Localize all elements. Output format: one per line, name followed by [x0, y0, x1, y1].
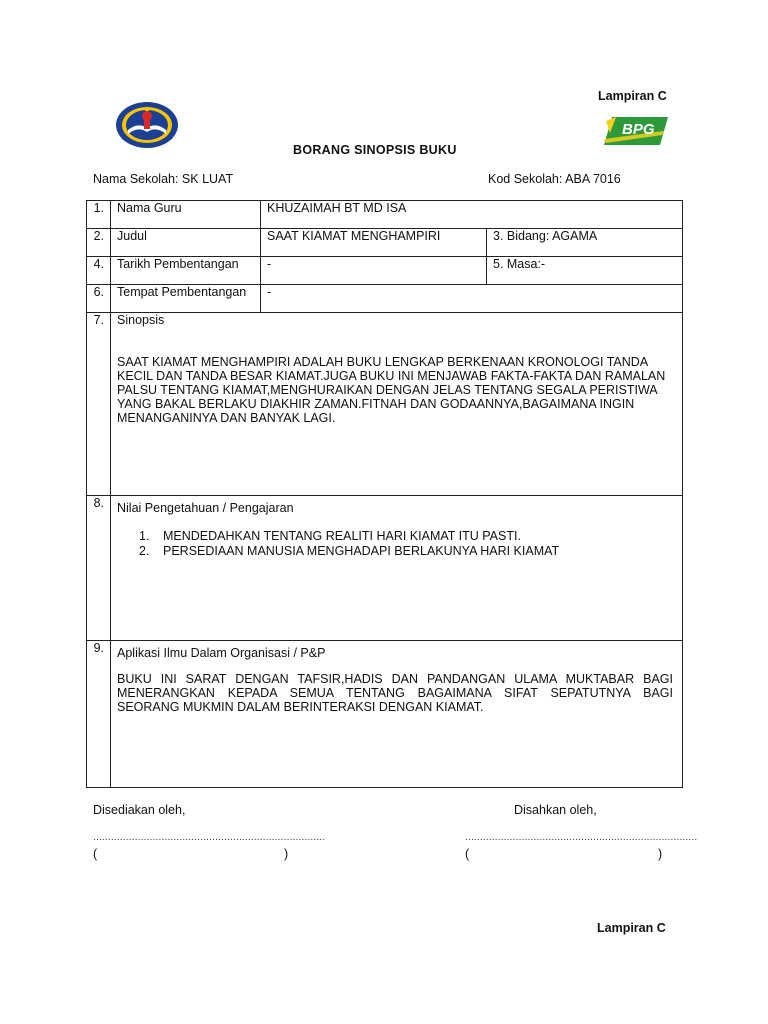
- signature-line-right: ..............................................................................: [465, 832, 698, 843]
- paren-open-left: (: [93, 847, 98, 861]
- list-text: MENDEDAHKAN TENTANG REALITI HARI KIAMAT ITU PASTI.: [163, 529, 521, 543]
- paren-close-right: ): [658, 847, 663, 861]
- value-masa: 5. Masa:-: [487, 257, 683, 285]
- row-tarikh: [87, 257, 683, 285]
- row-aplikasi: [87, 641, 683, 788]
- value-tempat: -: [261, 285, 683, 313]
- row-number: 9.: [87, 641, 111, 788]
- list-number: 2.: [139, 544, 150, 558]
- row-number: 1.: [87, 201, 111, 229]
- list-item: [117, 544, 676, 559]
- row-number: 2.: [87, 229, 111, 257]
- lampiran-bottom: Lampiran C: [597, 921, 666, 935]
- kpm-logo: [114, 100, 180, 150]
- sinopsis-cell: [111, 313, 683, 496]
- aplikasi-cell: [111, 641, 683, 788]
- row-tempat: [87, 285, 683, 313]
- kod-sekolah: Kod Sekolah: ABA 7016: [488, 172, 621, 186]
- nama-sekolah: Nama Sekolah: SK LUAT: [93, 172, 234, 186]
- paren-close-left: ): [284, 847, 289, 861]
- bpg-logo: [602, 113, 670, 149]
- label-aplikasi: Aplikasi Ilmu Dalam Organisasi / P&P: [117, 646, 326, 660]
- sinopsis-text: SAAT KIAMAT MENGHAMPIRI ADALAH BUKU LENGKAP BERKENAAN KRONOLOGI TANDA KECIL DAN TANDA BESAR KIAMAT.JUGA BUKU INI MENJAWAB FAKTA-FAKTA DAN RAMALAN PALSU TENTANG KIAMAT,MENGHURAIKAN DENGAN JELAS TENTANG SEGALA PERISTIWA YANG BAKAL BERLAKU DIAKHIR ZAMAN.FITNAH DAN GODAANNYA,BAGAIMANA INGIN MENANGANINYA DAN BANYAK LAGI.: [117, 355, 666, 425]
- paren-open-right: (: [465, 847, 470, 861]
- signature-line-left: ..............................................................................: [93, 832, 326, 843]
- nilai-cell: [111, 496, 683, 641]
- synopsis-form-table: [86, 200, 683, 788]
- label-tarikh: Tarikh Pembentangan: [111, 257, 261, 285]
- row-sinopsis: [87, 313, 683, 496]
- value-nama-guru: KHUZAIMAH BT MD ISA: [261, 201, 683, 229]
- row-nama-guru: [87, 201, 683, 229]
- value-tarikh: -: [261, 257, 487, 285]
- row-number: 4.: [87, 257, 111, 285]
- row-number: 7.: [87, 313, 111, 496]
- label-judul: Judul: [111, 229, 261, 257]
- disediakan-label: Disediakan oleh,: [93, 803, 186, 817]
- lampiran-top: Lampiran C: [598, 89, 667, 103]
- list-item: [117, 529, 676, 544]
- value-bidang: 3. Bidang: AGAMA: [487, 229, 683, 257]
- form-title: BORANG SINOPSIS BUKU: [293, 143, 457, 157]
- label-nilai: Nilai Pengetahuan / Pengajaran: [117, 501, 294, 515]
- value-judul: SAAT KIAMAT MENGHAMPIRI: [261, 229, 487, 257]
- nilai-list: [117, 529, 676, 559]
- row-nilai: [87, 496, 683, 641]
- row-judul: [87, 229, 683, 257]
- aplikasi-text: BUKU INI SARAT DENGAN TAFSIR,HADIS DAN PANDANGAN ULAMA MUKTABAR BAGI MENERANGKAN KEPADA SEMUA TENTANG BAGAIMANA SIFAT SEPATUTNYA BAGI SEORANG MUKMIN DALAM BERINTERAKSI DENGAN KIAMAT.: [117, 672, 673, 714]
- list-number: 1.: [139, 529, 150, 543]
- row-number: 6.: [87, 285, 111, 313]
- label-nama-guru: Nama Guru: [111, 201, 261, 229]
- label-tempat: Tempat Pembentangan: [111, 285, 261, 313]
- disahkan-label: Disahkan oleh,: [514, 803, 597, 817]
- label-sinopsis: Sinopsis: [117, 313, 165, 327]
- row-number: 8.: [87, 496, 111, 641]
- bpg-logo-text: BPG: [622, 121, 655, 138]
- list-text: PERSEDIAAN MANUSIA MENGHADAPI BERLAKUNYA HARI KIAMAT: [163, 544, 560, 558]
